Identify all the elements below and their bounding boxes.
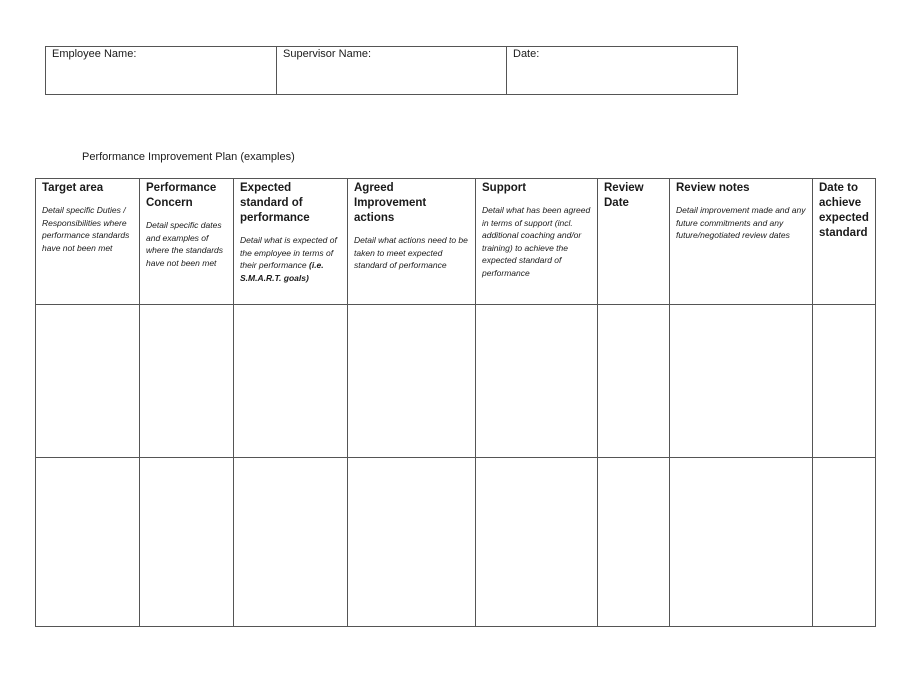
table-cell[interactable] <box>348 305 476 458</box>
table-cell[interactable] <box>476 458 598 627</box>
table-cell[interactable] <box>598 458 670 627</box>
table-cell[interactable] <box>670 305 813 458</box>
supervisor-name-label: Supervisor Name: <box>283 48 372 60</box>
employee-name-field[interactable] <box>46 47 277 95</box>
table-cell[interactable] <box>813 458 876 627</box>
date-field[interactable] <box>507 47 738 95</box>
employee-info-table <box>45 46 738 95</box>
table-cell[interactable] <box>140 458 234 627</box>
employee-name-label: Employee Name: <box>52 48 137 60</box>
column-header-review-date: Review Date <box>598 179 670 305</box>
table-cell[interactable] <box>140 305 234 458</box>
column-header-target-area: Target area Detail specific Duties / Responsibilities where performance standards have not been met <box>36 179 140 305</box>
table-cell[interactable] <box>813 305 876 458</box>
column-header-review-notes: Review notes Detail improvement made and any future commitments and any future/negotiated review dates <box>670 179 813 305</box>
plan-title: Performance Improvement Plan (examples) <box>82 151 295 163</box>
column-header-expected-standard: Expected standard of performance Detail what is expected of the employee in terms of their performance (i.e. S.M.A.R.T. goals) <box>234 179 348 305</box>
table-cell[interactable] <box>36 305 140 458</box>
table-row <box>36 305 876 458</box>
table-cell[interactable] <box>348 458 476 627</box>
table-cell[interactable] <box>36 458 140 627</box>
table-cell[interactable] <box>670 458 813 627</box>
improvement-plan-table <box>35 178 876 627</box>
header-row <box>36 179 876 305</box>
column-header-performance-concern: Performance Concern Detail specific dates and examples of where the standards have not been met <box>140 179 234 305</box>
table-cell[interactable] <box>234 305 348 458</box>
column-header-agreed-improvement: Agreed Improvement actions Detail what actions need to be taken to meet expected standard of performance <box>348 179 476 305</box>
supervisor-name-field[interactable] <box>277 47 507 95</box>
table-cell[interactable] <box>476 305 598 458</box>
column-header-date-to-achieve: Date to achieve expected standard <box>813 179 876 305</box>
date-label: Date: <box>513 48 540 60</box>
table-cell[interactable] <box>234 458 348 627</box>
table-row <box>36 458 876 627</box>
table-cell[interactable] <box>598 305 670 458</box>
column-header-support: Support Detail what has been agreed in terms of support (incl. additional coaching and/or training) to achieve the expected standard of performance <box>476 179 598 305</box>
